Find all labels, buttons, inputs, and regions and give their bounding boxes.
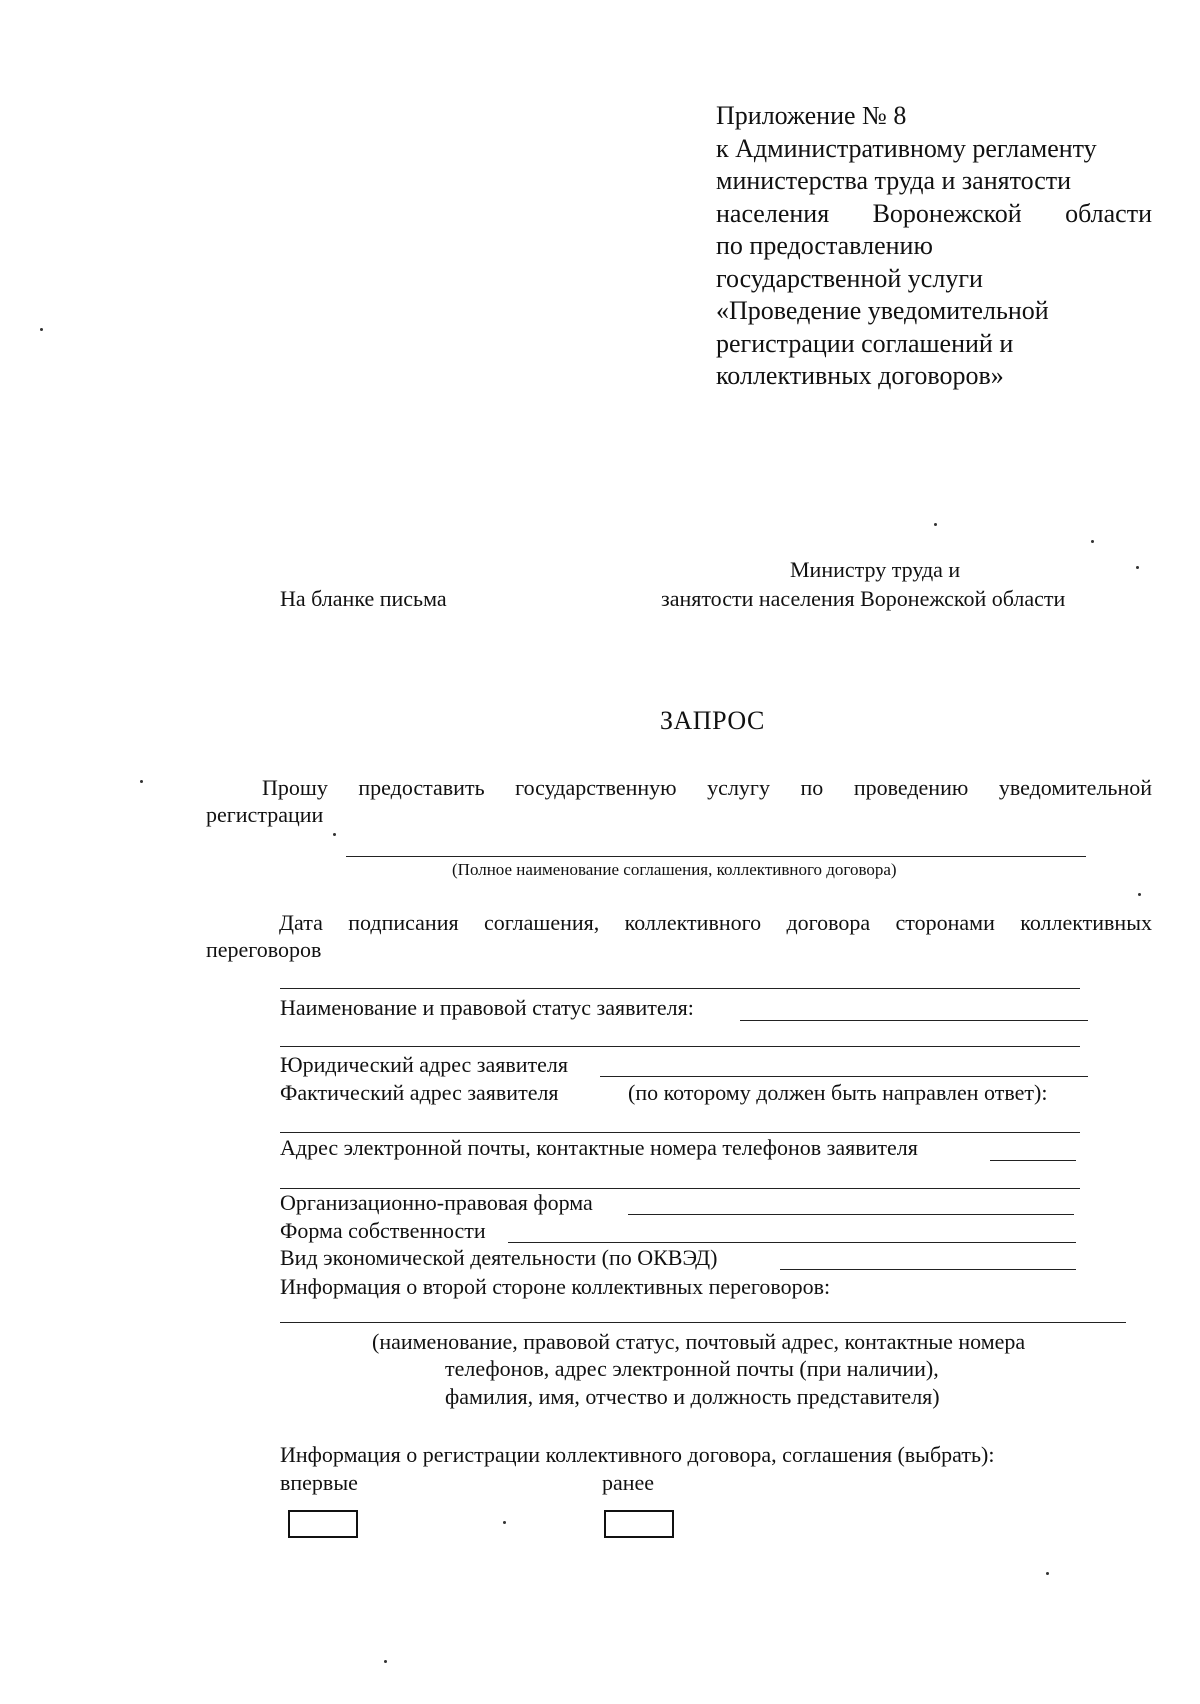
scan-speck xyxy=(333,833,336,836)
option-first-label: впервые xyxy=(280,1470,358,1495)
appendix-line: Приложение № 8 xyxy=(716,101,907,130)
scan-speck xyxy=(1091,540,1094,543)
second-party-hint-1: (наименование, правовой статус, почтовый адрес, контактные номера xyxy=(372,1329,1026,1354)
legal-address-field[interactable] xyxy=(600,1076,1088,1077)
second-party-hint-3: фамилия, имя, отчество и должность представителя) xyxy=(445,1384,940,1409)
contacts-label: Адрес электронной почты, контактные номера телефонов заявителя xyxy=(280,1135,918,1160)
actual-address-label: Фактический адрес заявителя xyxy=(280,1080,559,1105)
appendix-line: министерства труда и занятости xyxy=(716,166,1072,195)
appendix-line: коллективных договоров» xyxy=(716,361,1004,390)
scan-speck xyxy=(503,1521,506,1524)
option-first-checkbox[interactable] xyxy=(288,1510,358,1538)
actual-address-field[interactable] xyxy=(280,1132,1080,1133)
ownership-form-label: Форма собственности xyxy=(280,1218,486,1243)
applicant-name-status-label: Наименование и правовой статус заявителя: xyxy=(280,995,694,1020)
org-legal-form-field[interactable] xyxy=(628,1214,1074,1215)
scan-speck xyxy=(934,523,937,526)
appendix-line: регистрации соглашений и xyxy=(716,328,1014,358)
scan-speck xyxy=(140,780,143,783)
contacts-field[interactable] xyxy=(990,1160,1076,1161)
org-legal-form-label: Организационно-правовая форма xyxy=(280,1190,593,1215)
scan-speck xyxy=(384,1660,387,1663)
actual-address-note: (по которому должен быть направлен ответ): xyxy=(628,1080,1048,1105)
applicant-name-status-field[interactable] xyxy=(740,1020,1088,1021)
scan-speck xyxy=(40,328,43,331)
option-before-checkbox[interactable] xyxy=(604,1510,674,1538)
signing-date-line-1: Дата подписания соглашения, коллективного договора сторонами коллективных xyxy=(279,910,1152,935)
option-before-label: ранее xyxy=(602,1470,655,1495)
appendix-header xyxy=(716,100,1152,393)
signing-date-line[interactable] xyxy=(280,988,1080,989)
appendix-line: «Проведение уведомительной xyxy=(716,296,1049,325)
ownership-form-field[interactable] xyxy=(508,1242,1076,1243)
addressee-line-2: занятости населения Воронежской области xyxy=(661,586,1066,611)
second-party-label: Информация о второй стороне коллективных переговоров: xyxy=(280,1274,831,1299)
second-party-field[interactable] xyxy=(280,1322,1126,1323)
request-line-2: регистрации xyxy=(206,802,324,827)
registration-question: Информация о регистрации коллективного договора, соглашения (выбрать): xyxy=(280,1442,995,1467)
economic-activity-field[interactable] xyxy=(780,1269,1076,1270)
addressee-line-1: Министру труда и xyxy=(790,557,961,582)
appendix-line: по предоставлению xyxy=(716,231,933,260)
signing-date-line-2: переговоров xyxy=(206,937,322,962)
appendix-line: государственной услуги xyxy=(716,263,983,293)
document-title: ЗАПРОС xyxy=(660,706,765,735)
legal-address-label: Юридический адрес заявителя xyxy=(280,1052,568,1077)
scan-speck xyxy=(1046,1572,1049,1575)
scan-speck xyxy=(1136,566,1139,569)
appendix-line: населения Воронежской области xyxy=(716,198,1152,228)
appendix-line: к Административному регламенту xyxy=(716,133,1097,163)
request-line-1: Прошу предоставить государственную услугу по проведению уведомительной xyxy=(262,775,1152,800)
agreement-name-hint: (Полное наименование соглашения, коллективного договора) xyxy=(452,860,897,879)
letterhead-note: На бланке письма xyxy=(280,586,447,611)
scan-speck xyxy=(1138,893,1141,896)
agreement-name-line[interactable] xyxy=(346,856,1086,857)
second-party-hint-2: телефонов, адрес электронной почты (при наличии), xyxy=(445,1356,939,1381)
contacts-extra-line[interactable] xyxy=(280,1188,1080,1189)
applicant-name-status-extra-line[interactable] xyxy=(280,1046,1080,1047)
economic-activity-label: Вид экономической деятельности (по ОКВЭД) xyxy=(280,1245,718,1270)
